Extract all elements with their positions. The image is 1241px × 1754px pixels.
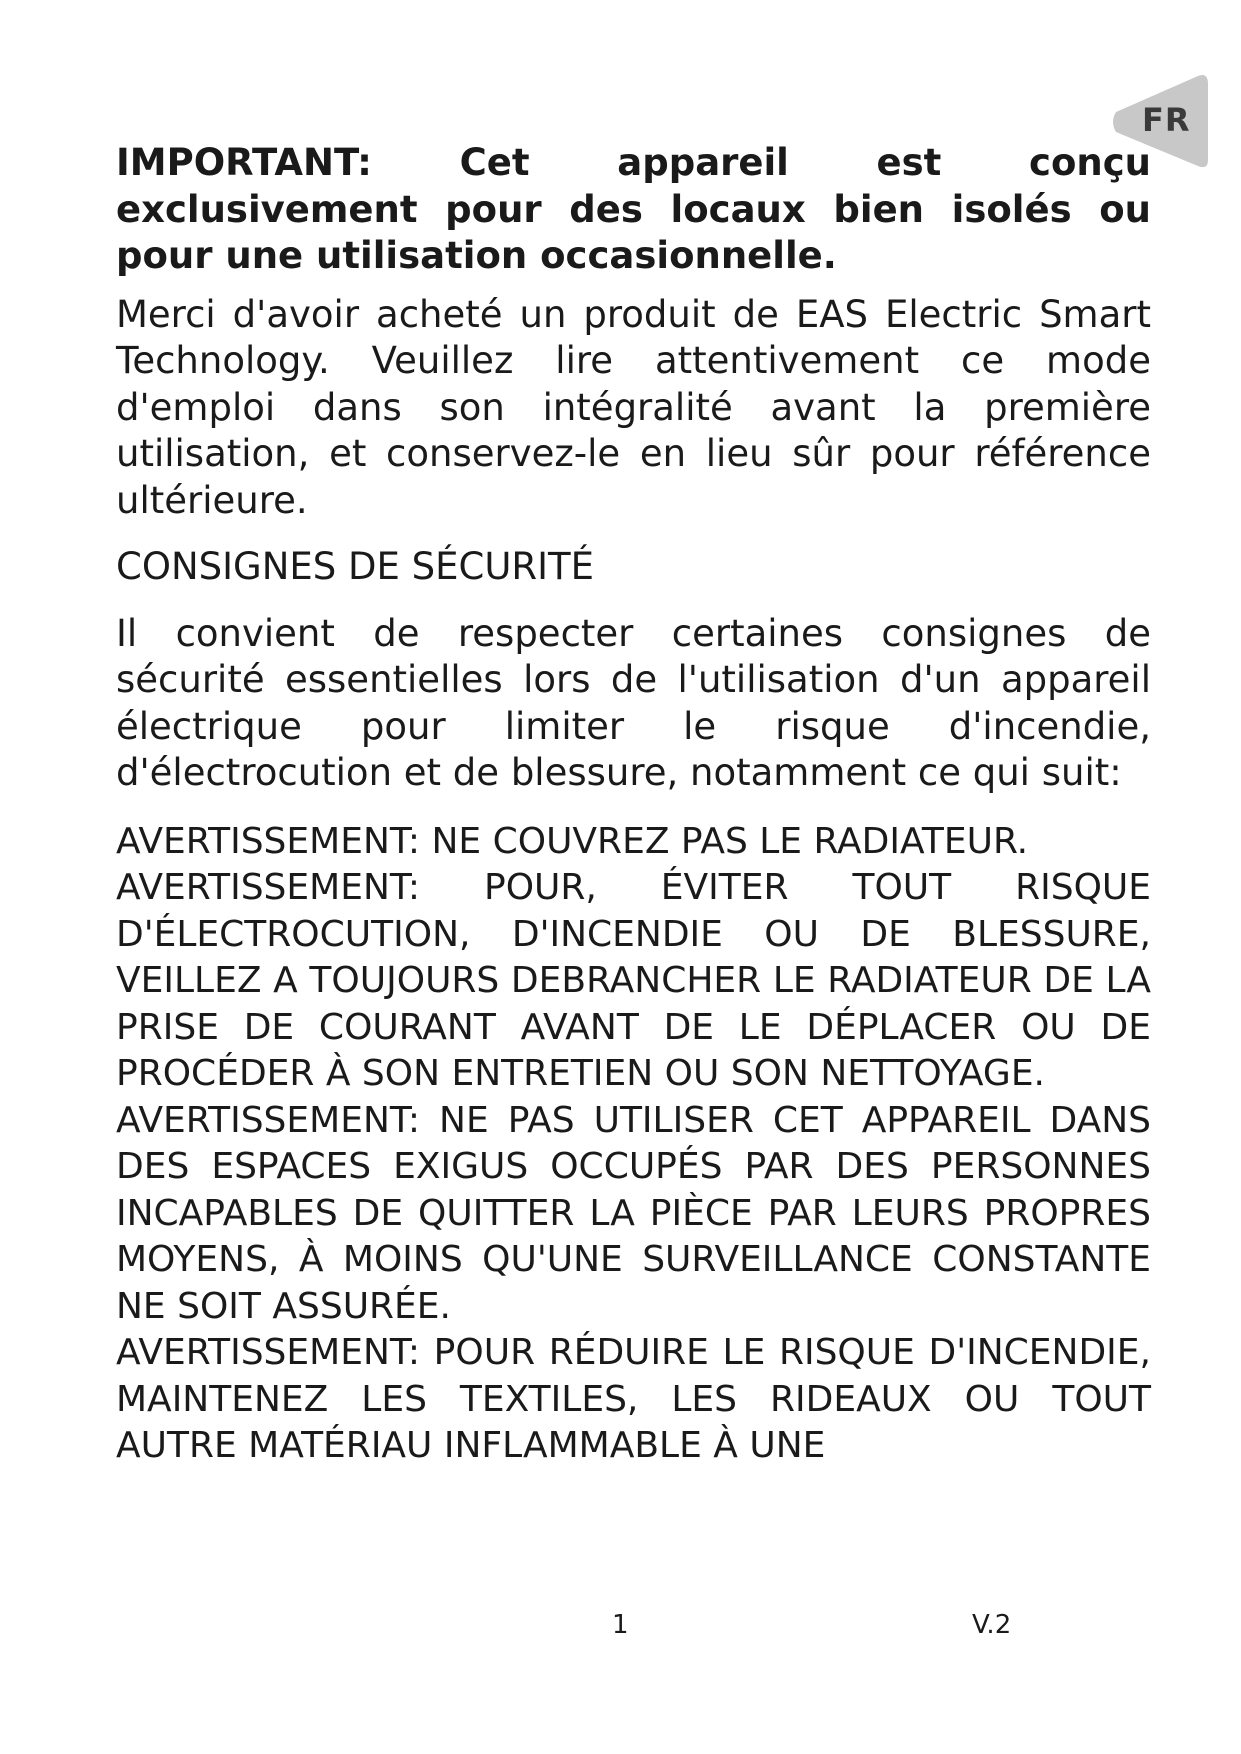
document-body: [116, 140, 1151, 1470]
warning-item: AVERTISSEMENT: NE PAS UTILISER CET APPAREIL DANS DES ESPACES EXIGUS OCCUPÉS PAR DES PERSONNES INCAPABLES DE QUITTER LA PIÈCE PAR LEURS PROPRES MOYENS, À MOINS QU'UNE SURVEILLANCE CONSTANTE NE SOIT ASSURÉE.: [116, 1099, 1151, 1327]
important-notice: IMPORTANT: Cet appareil est conçu exclusivement pour des locaux bien isolés ou pour une utilisation occasionnelle.: [116, 141, 1151, 277]
warning-item: AVERTISSEMENT: NE COUVREZ PAS LE RADIATEUR.: [116, 820, 1029, 862]
page-number: 1: [612, 1610, 629, 1640]
warnings-list: [116, 819, 1151, 1470]
version-label: V.2: [972, 1610, 1012, 1640]
intro-paragraph: Merci d'avoir acheté un produit de EAS Electric Smart Technology. Veuillez lire attentivement ce mode d'emploi dans son intégralité avant la première utilisation, et conservez-le en lieu sûr pour référence ultérieure.: [116, 292, 1151, 522]
warning-item: AVERTISSEMENT: POUR, ÉVITER TOUT RISQUE D'ÉLECTROCUTION, D'INCENDIE OU DE BLESSURE, VEILLEZ A TOUJOURS DEBRANCHER LE RADIATEUR DE LA PRISE DE COURANT AVANT DE LE DÉPLACER OU DE PROCÉDER À SON ENTRETIEN OU SON NETTOYAGE.: [116, 867, 1151, 1094]
warning-item: AVERTISSEMENT: POUR RÉDUIRE LE RISQUE D'INCENDIE, MAINTENEZ LES TEXTILES, LES RIDEAUX OU TOUT AUTRE MATÉRIAU INFLAMMABLE À UNE: [116, 1332, 1151, 1466]
safety-intro-paragraph: Il convient de respecter certaines consignes de sécurité essentielles lors de l'utilisation d'un appareil électrique pour limiter le risque d'incendie, d'électrocution et de blessure, notamment ce qui suit:: [116, 611, 1151, 794]
language-label: FR: [1142, 101, 1191, 139]
safety-heading: CONSIGNES DE SÉCURITÉ: [116, 545, 595, 588]
